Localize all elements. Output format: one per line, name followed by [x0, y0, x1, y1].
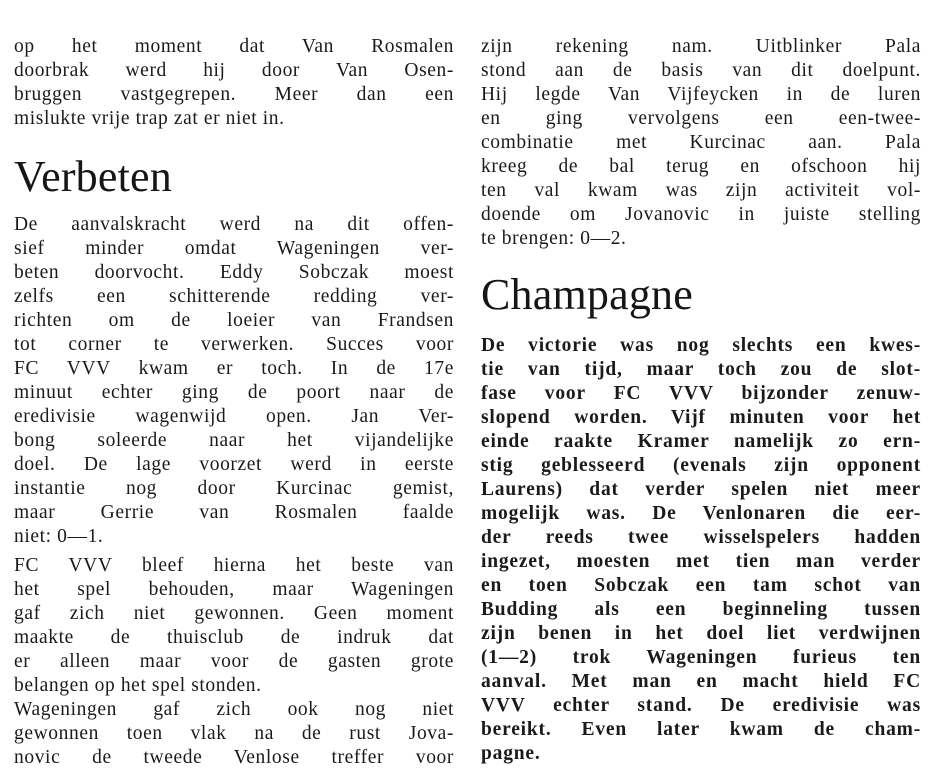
text-line: en toen Sobczak een tam schot van — [481, 575, 921, 596]
text-line: maakte de thuisclub de indruk dat — [14, 627, 454, 648]
text-line: FC VVV kwam er toch. In de 17e — [14, 358, 454, 379]
text-line: richten om de loeier van Frandsen — [14, 310, 454, 331]
text-line: Hij legde Van Vijfeycken in de luren — [481, 84, 921, 105]
text-line: De aanvalskracht werd na dit offen- — [14, 214, 454, 235]
text-line: bong soleerde naar het vijandelijke — [14, 430, 454, 451]
text-line: beten doorvocht. Eddy Sobczak moest — [14, 262, 454, 283]
text-line: combinatie met Kurcinac aan. Pala — [481, 132, 921, 153]
text-line: doel. De lage voorzet werd in eerste — [14, 454, 454, 475]
text-line: maar Gerrie van Rosmalen faalde — [14, 502, 454, 523]
text-line: stond aan de basis van dit doelpunt. — [481, 60, 921, 81]
text-line: gaf zich niet gewonnen. Geen moment — [14, 603, 454, 624]
text-line: VVV echter stand. De eredivisie was — [481, 695, 921, 716]
text-line: slopend worden. Vijf minuten voor het — [481, 407, 921, 428]
text-line: eredivisie wagenwijd open. Jan Ver- — [14, 406, 454, 427]
text-line: novic de tweede Venlose treffer voor — [14, 747, 454, 768]
text-line: doorbrak werd hij door Van Osen- — [14, 60, 454, 81]
text-line: fase voor FC VVV bijzonder zenuw- — [481, 383, 921, 404]
text-line: Wageningen gaf zich ook nog niet — [14, 699, 454, 720]
text-line: instantie nog door Kurcinac gemist, — [14, 478, 454, 499]
text-line: sief minder omdat Wageningen ver- — [14, 238, 454, 259]
heading-verbeten: Verbeten — [14, 152, 172, 201]
text-line: mogelijk was. De Venlonaren die eer- — [481, 503, 921, 524]
text-line: gewonnen toen vlak na de rust Jova- — [14, 723, 454, 744]
text-line: tie van tijd, maar toch zou de slot- — [481, 359, 921, 380]
text-line: bereikt. Even later kwam de cham- — [481, 719, 921, 740]
text-line: zelfs een schitterende redding ver- — [14, 286, 454, 307]
text-line: en ging vervolgens een een-twee- — [481, 108, 921, 129]
heading-champagne: Champagne — [481, 270, 693, 319]
text-line: FC VVV bleef hierna het beste van — [14, 555, 454, 576]
text-line: zijn rekening nam. Uitblinker Pala — [481, 36, 921, 57]
text-line: der reeds twee wisselspelers hadden — [481, 527, 921, 548]
text-line: mislukte vrije trap zat er niet in. — [14, 108, 285, 129]
text-line: niet: 0—1. — [14, 526, 104, 547]
text-line: Laurens) dat verder spelen niet meer — [481, 479, 921, 500]
text-line: op het moment dat Van Rosmalen — [14, 36, 454, 57]
text-line: De victorie was nog slechts een kwes- — [481, 335, 921, 356]
text-line: kreeg de bal terug en ofschoon hij — [481, 156, 921, 177]
text-line: er alleen maar voor de gasten grote — [14, 651, 454, 672]
text-line: tot corner te verwerken. Succes voor — [14, 334, 454, 355]
text-line: aanval. Met man en macht hield FC — [481, 671, 921, 692]
text-line: minuut echter ging de poort naar de — [14, 382, 454, 403]
text-line: het spel behouden, maar Wageningen — [14, 579, 454, 600]
text-line: ten val kwam was zijn activiteit vol- — [481, 180, 921, 201]
text-line: (1—2) trok Wageningen furieus ten — [481, 647, 921, 668]
text-line: te brengen: 0—2. — [481, 228, 627, 249]
text-line: pagne. — [481, 743, 541, 764]
text-line: stig geblesseerd (evenals zijn opponent — [481, 455, 921, 476]
text-line: zijn benen in het doel liet verdwijnen — [481, 623, 921, 644]
text-line: ingezet, moesten met tien man verder — [481, 551, 921, 572]
text-line: doende om Jovanovic in juiste stelling — [481, 204, 921, 225]
text-line: bruggen vastgegrepen. Meer dan een — [14, 84, 454, 105]
text-line: einde raakte Kramer namelijk zo ern- — [481, 431, 921, 452]
text-line: Budding als een beginneling tussen — [481, 599, 921, 620]
text-line: belangen op het spel stonden. — [14, 675, 262, 696]
